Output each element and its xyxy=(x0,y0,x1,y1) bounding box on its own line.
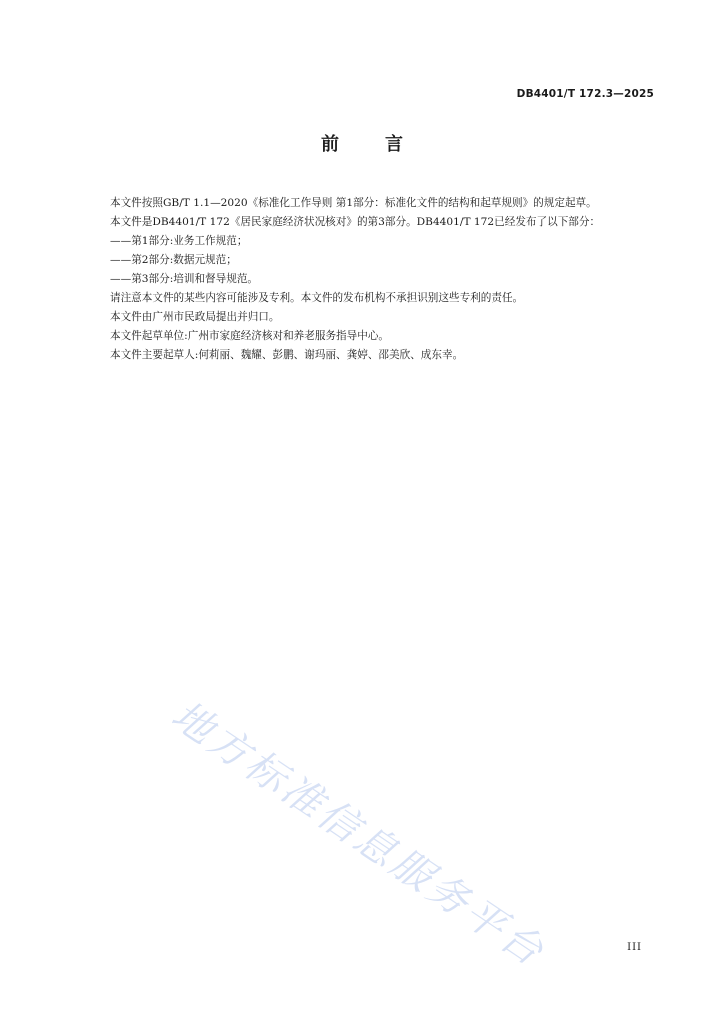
paragraph-patent-notice: 请注意本文件的某些内容可能涉及专利。本文件的发布机构不承担识别这些专利的责任。 xyxy=(110,292,524,304)
page-number: III xyxy=(627,942,642,953)
title-char-2: 言 xyxy=(385,134,403,155)
document-code: DB4401/T 172.3—2025 xyxy=(516,88,654,100)
paragraph-proposer: 本文件由广州市民政局提出并归口。 xyxy=(110,311,280,323)
title-char-1: 前 xyxy=(321,134,339,155)
paragraph-drafters: 本文件主要起草人:何莉丽、魏耀、彭鹏、谢玛丽、龚婷、邵美欣、成东幸。 xyxy=(110,349,464,361)
foreword-content xyxy=(88,194,658,365)
page-title xyxy=(0,130,724,156)
list-item: ——第2部分:数据元规范； xyxy=(110,254,237,266)
list-item: ——第1部分:业务工作规范； xyxy=(110,235,248,247)
list-item: ——第3部分:培训和督导规范。 xyxy=(110,273,259,285)
paragraph-part-of-series: 本文件是DB4401/T 172《居民家庭经济状况核对》的第3部分。DB4401/T 172已经发布了以下部分： xyxy=(110,216,601,228)
paragraph-drafting-unit: 本文件起草单位:广州市家庭经济核对和养老服务指导中心。 xyxy=(110,330,390,342)
watermark: 地方标准信息服务平台 xyxy=(163,692,554,977)
paragraph-drafting-rules: 本文件按照GB/T 1.1—2020《标准化工作导则 第1部分：标准化文件的结构和起草规则》的规定起草。 xyxy=(110,197,597,209)
